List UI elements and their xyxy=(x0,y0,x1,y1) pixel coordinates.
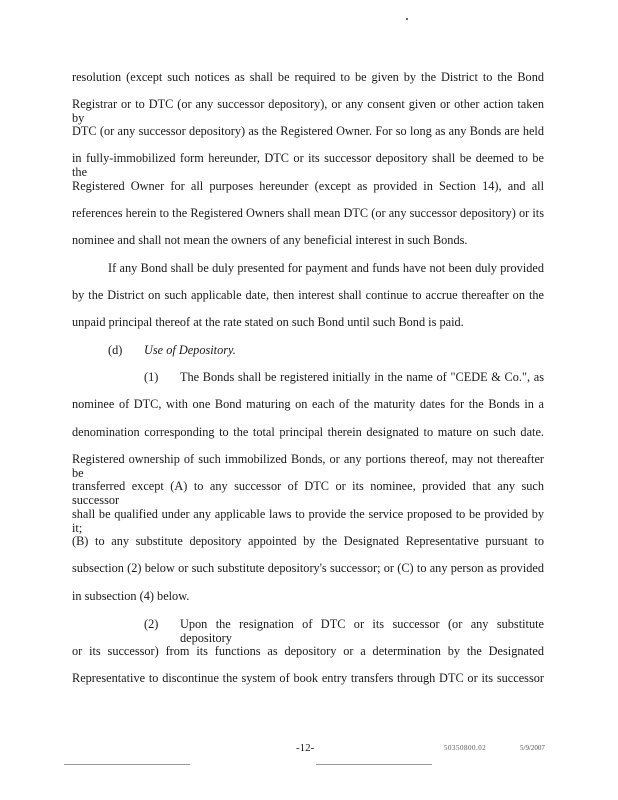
body-line: Registrar or to DTC (or any successor depository), or any consent given or other action taken by xyxy=(72,97,544,125)
item-number: (1) xyxy=(144,370,159,384)
body-line: DTC (or any successor depository) as the Registered Owner. For so long as any Bonds are held xyxy=(72,124,544,138)
document-id: 50350800.02 xyxy=(444,744,487,752)
body-line: shall be qualified under any applicable laws to provide the service proposed to be provided by it; xyxy=(72,507,544,535)
section-title: Use of Depository. xyxy=(144,343,236,357)
body-line: unpaid principal thereof at the rate stated on such Bond until such Bond is paid. xyxy=(72,315,464,329)
page-number: -12- xyxy=(296,742,315,754)
body-line: denomination corresponding to the total principal therein designated to mature on such date. xyxy=(72,425,544,439)
body-line: references herein to the Registered Owners shall mean DTC (or any successor depository) or its xyxy=(72,206,544,220)
item-number: (2) xyxy=(144,617,159,631)
body-line: nominee of DTC, with one Bond maturing on each of the maturity dates for the Bonds in a xyxy=(72,397,544,411)
scan-artifact-line xyxy=(316,764,432,765)
body-line: by the District on such applicable date, then interest shall continue to accrue thereafter on the xyxy=(72,288,544,302)
body-line: The Bonds shall be registered initially in the name of "CEDE & Co.", as xyxy=(180,370,544,384)
body-line: Representative to discontinue the system of book entry transfers through DTC or its successor xyxy=(72,671,544,685)
document-date: 5/9/2007 xyxy=(520,744,545,752)
body-line: Registered Owner for all purposes hereunder (except as provided in Section 14), and all xyxy=(72,179,544,193)
body-line: (B) to any substitute depository appointed by the Designated Representative pursuant to xyxy=(72,534,544,548)
scan-artifact-line xyxy=(64,764,190,765)
body-line: subsection (2) below or such substitute depository's successor; or (C) to any person as provided xyxy=(72,561,544,575)
body-line: If any Bond shall be duly presented for payment and funds have not been duly provided xyxy=(108,261,544,275)
body-line: nominee and shall not mean the owners of any beneficial interest in such Bonds. xyxy=(72,233,468,247)
body-line: transferred except (A) to any successor of DTC or its nominee, provided that any such successor xyxy=(72,479,544,507)
body-line: in fully-immobilized form hereunder, DTC or its successor depository shall be deemed to be the xyxy=(72,151,544,179)
section-label: (d) xyxy=(108,343,123,357)
scan-speck xyxy=(406,18,408,20)
body-line: resolution (except such notices as shall be required to be given by the District to the Bond xyxy=(72,70,544,84)
body-line: in subsection (4) below. xyxy=(72,589,190,603)
body-line: Upon the resignation of DTC or its successor (or any substitute depository xyxy=(180,617,544,645)
body-line: Registered ownership of such immobilized Bonds, or any portions thereof, may not thereafter be xyxy=(72,452,544,480)
body-line: or its successor) from its functions as depository or a determination by the Designated xyxy=(72,644,544,658)
